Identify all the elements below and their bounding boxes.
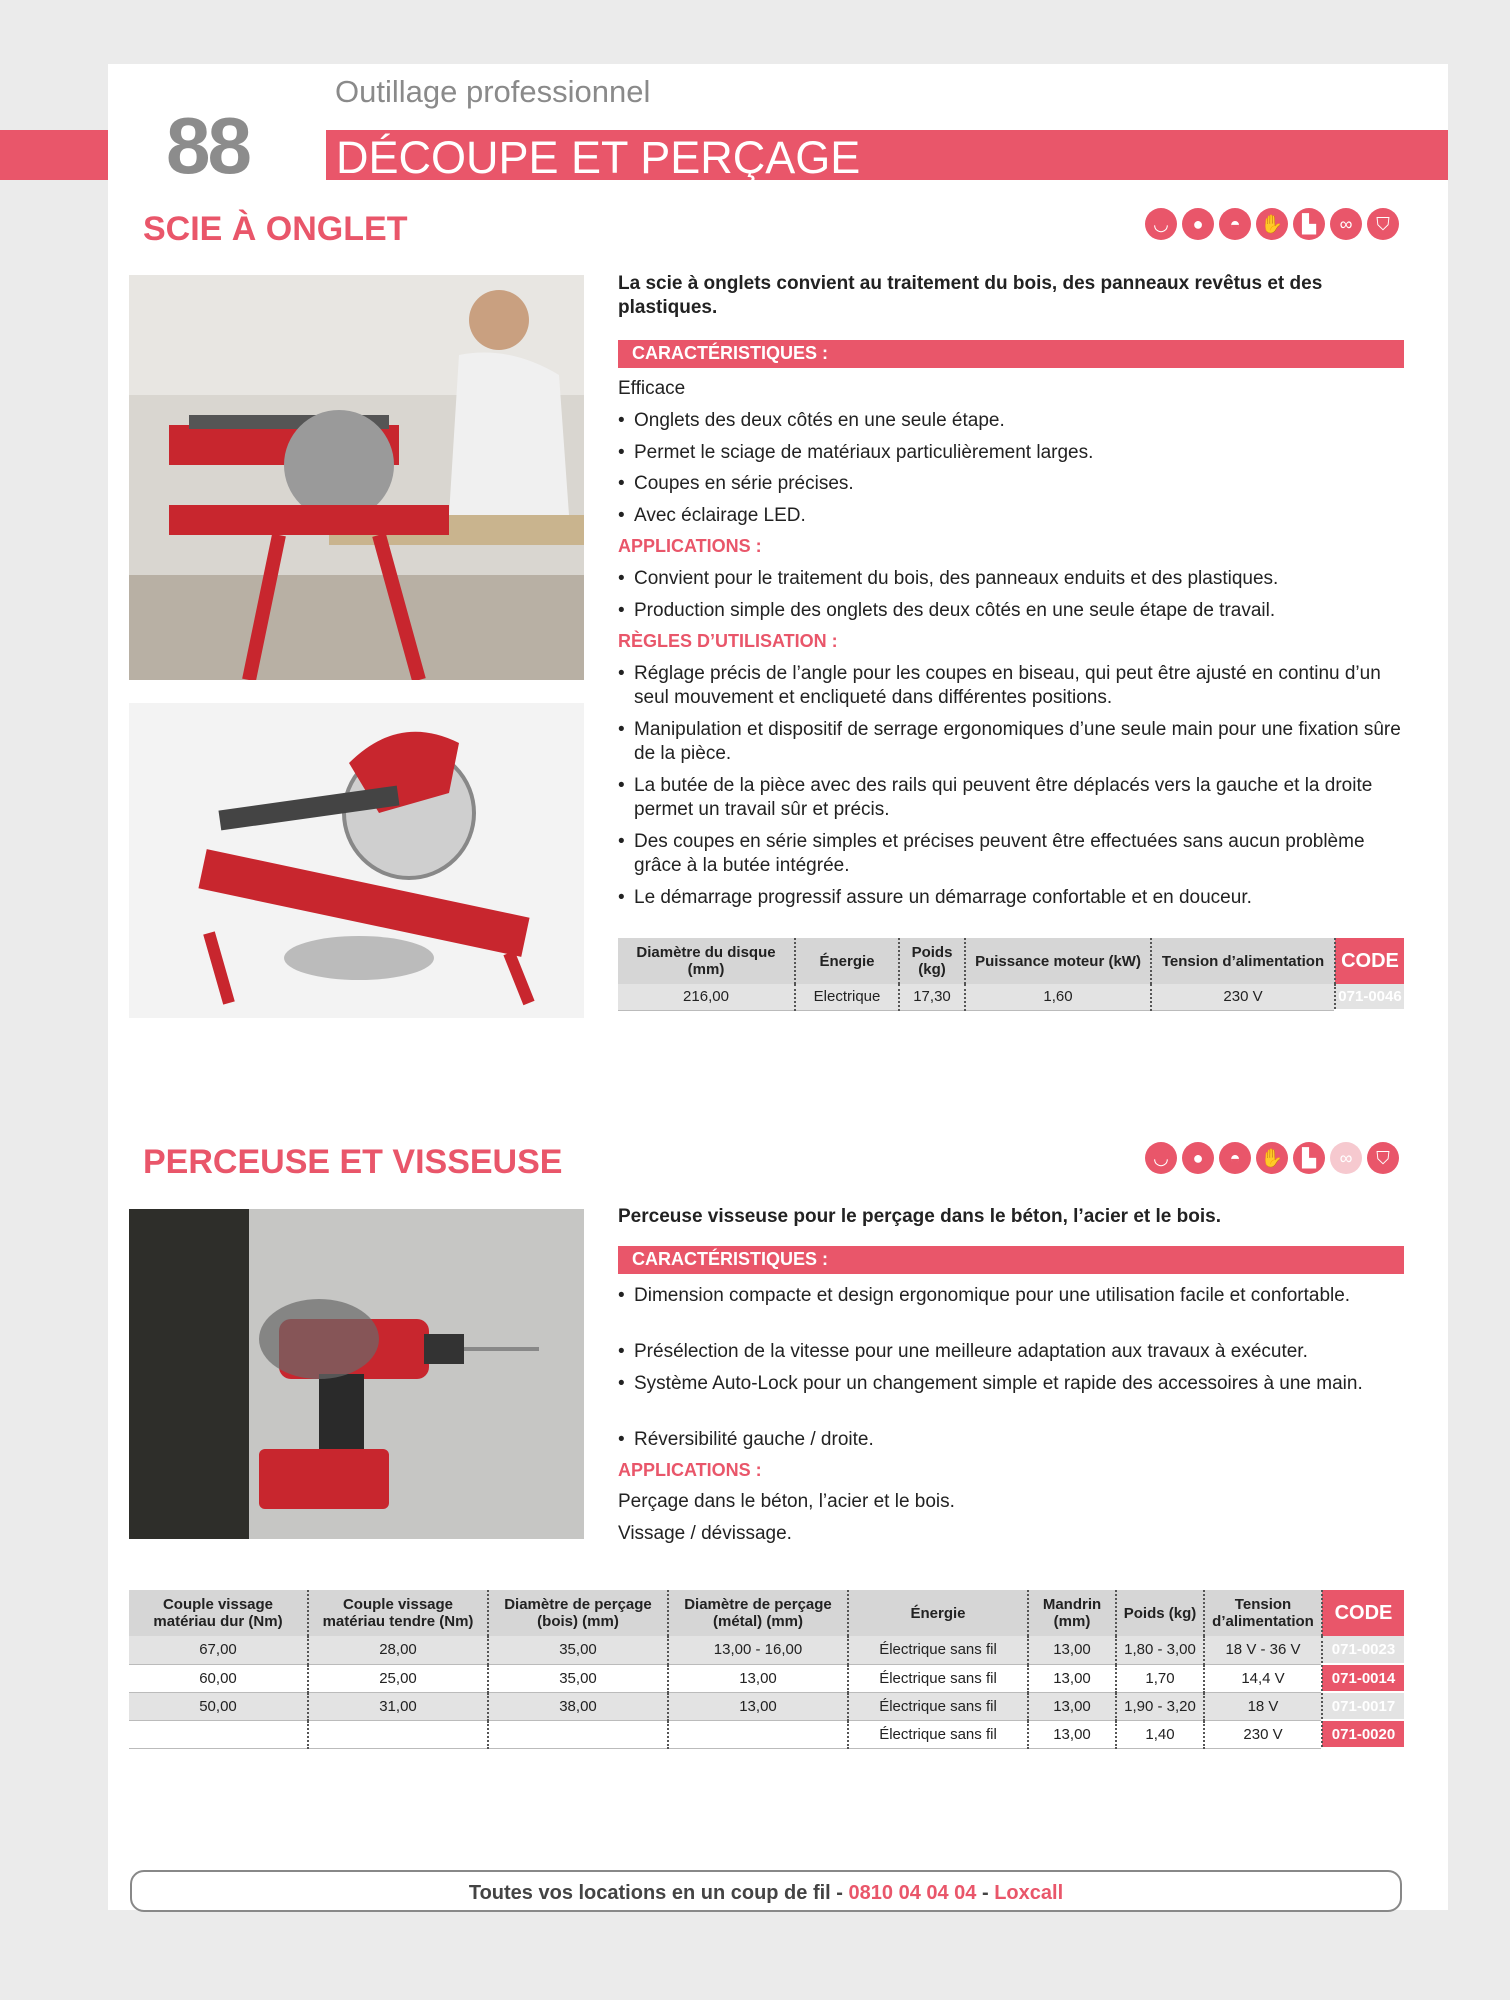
table-cell: Électrique sans fil — [848, 1692, 1028, 1720]
table-cell — [668, 1720, 848, 1748]
table-cell: 38,00 — [488, 1692, 668, 1720]
table-cell: Electrique — [795, 984, 899, 1010]
table-cell: Électrique sans fil — [848, 1720, 1028, 1748]
table-cell: 14,4 V — [1204, 1664, 1322, 1692]
footer-phone[interactable]: 0810 04 04 04 — [848, 1882, 977, 1904]
table-cell: 13,00 — [668, 1692, 848, 1720]
table-cell — [129, 1720, 308, 1748]
list-item: • Réglage précis de l’angle pour les coupes en biseau, qui peut être ajusté en continu d’un seul mouvement et encliqueté dans différentes positions. — [618, 662, 1408, 710]
table-row — [129, 1664, 1404, 1692]
safety-icons — [1145, 1142, 1399, 1174]
list-item: • Onglets des deux côtés en une seule étape. — [618, 409, 1408, 433]
list-item: • Dimension compacte et design ergonomique pour une utilisation facile et confortable. — [618, 1284, 1408, 1308]
rules-label: RÈGLES D’UTILISATION : — [618, 631, 838, 651]
product-code: 071-0020 — [1322, 1720, 1404, 1748]
table-cell: 31,00 — [308, 1692, 488, 1720]
page-category: Outillage professionnel — [335, 74, 651, 109]
column-header: Puissance moteur (kW) — [965, 938, 1151, 984]
list-item: • Manipulation et dispositif de serrage ergonomiques d’une seule main pour une fixation sûre de la pièce. — [618, 718, 1408, 766]
column-header: Énergie — [848, 1590, 1028, 1636]
miter-saw-workshop-photo — [129, 275, 584, 680]
code-header: CODE — [1335, 938, 1404, 984]
table-cell: 1,40 — [1116, 1720, 1204, 1748]
gloves-icon: ✋ — [1256, 1142, 1288, 1174]
table-cell: 216,00 — [618, 984, 795, 1010]
table-cell: 17,30 — [899, 984, 965, 1010]
table-cell: 13,00 — [668, 1664, 848, 1692]
table-row — [129, 1636, 1404, 1664]
product-title: PERCEUSE ET VISSEUSE — [143, 1143, 563, 1181]
vest-icon: ⛉ — [1367, 1142, 1399, 1174]
list-item: • Production simple des onglets des deux côtés en une seule étape de travail. — [618, 599, 1408, 623]
footer-banner — [130, 1870, 1402, 1912]
column-header: Énergie — [795, 938, 899, 984]
table-cell: 35,00 — [488, 1664, 668, 1692]
features-label: CARACTÉRISTIQUES : — [632, 1249, 829, 1269]
spec-table-drill — [129, 1590, 1404, 1749]
column-header: Diamètre de perçage (métal) (mm) — [668, 1590, 848, 1636]
column-header: Mandrin (mm) — [1028, 1590, 1116, 1636]
table-row — [618, 984, 1404, 1010]
gloves-icon: ✋ — [1256, 208, 1288, 240]
column-header: Tension d’alimentation — [1151, 938, 1335, 984]
product-code: 071-0046 — [1335, 984, 1404, 1010]
table-cell: 35,00 — [488, 1636, 668, 1664]
product-code: 071-0014 — [1322, 1664, 1404, 1692]
table-cell — [308, 1720, 488, 1748]
table-cell — [488, 1720, 668, 1748]
table-cell: 18 V - 36 V — [1204, 1636, 1322, 1664]
product-title: SCIE À ONGLET — [143, 210, 408, 248]
table-row — [129, 1692, 1404, 1720]
column-header: Poids (kg) — [899, 938, 965, 984]
application-line: Perçage dans le béton, l’acier et le bois. — [618, 1491, 955, 1512]
table-cell: 230 V — [1204, 1720, 1322, 1748]
footer-text: Toutes vos locations en un coup de fil - — [468, 1882, 843, 1904]
drill-in-use-photo — [129, 1209, 584, 1539]
table-cell: 1,60 — [965, 984, 1151, 1010]
mask-icon: ● — [1182, 1142, 1214, 1174]
footer-separator: - — [981, 1882, 989, 1904]
list-item: • Présélection de la vitesse pour une meilleure adaptation aux travaux à exécuter. — [618, 1340, 1408, 1364]
table-cell: 230 V — [1151, 984, 1335, 1010]
list-item: • Des coupes en série simples et précises peuvent être effectuées sans aucun problème grâce à la butée intégrée. — [618, 830, 1408, 878]
mask-icon: ● — [1182, 208, 1214, 240]
table-cell: 13,00 — [1028, 1664, 1116, 1692]
table-cell: 28,00 — [308, 1636, 488, 1664]
list-item: • Système Auto-Lock pour un changement simple et rapide des accessoires à une main. — [618, 1372, 1408, 1396]
table-cell: 25,00 — [308, 1664, 488, 1692]
table-cell: 13,00 — [1028, 1720, 1116, 1748]
goggles-icon: ∞ — [1330, 208, 1362, 240]
left-accent-band — [0, 130, 108, 180]
application-line: Vissage / dévissage. — [618, 1523, 792, 1544]
miter-saw-product-photo — [129, 703, 584, 1018]
table-cell: Électrique sans fil — [848, 1636, 1028, 1664]
table-cell: 13,00 — [1028, 1692, 1116, 1720]
helmet-icon: ◓ — [1219, 1142, 1251, 1174]
code-header: CODE — [1322, 1590, 1404, 1636]
applications-label: APPLICATIONS : — [618, 536, 762, 556]
section-band-features — [618, 1246, 1404, 1274]
table-cell: 50,00 — [129, 1692, 308, 1720]
column-header: Couple vissage matériau dur (Nm) — [129, 1590, 308, 1636]
features-intro: Efficace — [618, 378, 686, 399]
column-header: Poids (kg) — [1116, 1590, 1204, 1636]
table-cell: 1,80 - 3,00 — [1116, 1636, 1204, 1664]
list-item: • Convient pour le traitement du bois, des panneaux enduits et des plastiques. — [618, 567, 1408, 591]
ear-protection-icon: ◡ — [1145, 208, 1177, 240]
table-cell: Électrique sans fil — [848, 1664, 1028, 1692]
column-header: Diamètre du disque (mm) — [618, 938, 795, 984]
goggles-icon: ∞ — [1330, 1142, 1362, 1174]
boots-icon: ▙ — [1293, 208, 1325, 240]
list-item: • Avec éclairage LED. — [618, 504, 1408, 528]
column-header: Couple vissage matériau tendre (Nm) — [308, 1590, 488, 1636]
boots-icon: ▙ — [1293, 1142, 1325, 1174]
applications-label: APPLICATIONS : — [618, 1460, 762, 1480]
product-code: 071-0023 — [1322, 1636, 1404, 1664]
features-label: CARACTÉRISTIQUES : — [632, 343, 829, 363]
list-item: • La butée de la pièce avec des rails qui peuvent être déplacés vers la gauche et la droite permet un travail sûr et précis. — [618, 774, 1408, 822]
list-item: • Réversibilité gauche / droite. — [618, 1428, 1408, 1452]
table-cell: 67,00 — [129, 1636, 308, 1664]
table-cell: 1,90 - 3,20 — [1116, 1692, 1204, 1720]
product-intro: Perceuse visseuse pour le perçage dans le béton, l’acier et le bois. — [618, 1206, 1221, 1227]
list-item: • Le démarrage progressif assure un démarrage confortable et en douceur. — [618, 886, 1408, 910]
list-item: • Permet le sciage de matériaux particulièrement larges. — [618, 441, 1408, 465]
table-row — [129, 1720, 1404, 1748]
footer-brand: Loxcall — [994, 1882, 1064, 1904]
title-band — [326, 130, 1448, 183]
helmet-icon: ◓ — [1219, 208, 1251, 240]
safety-icons — [1145, 208, 1399, 240]
table-cell: 1,70 — [1116, 1664, 1204, 1692]
table-cell: 18 V — [1204, 1692, 1322, 1720]
page-number: 88 — [166, 101, 249, 190]
table-cell: 60,00 — [129, 1664, 308, 1692]
column-header: Tension d’alimentation — [1204, 1590, 1322, 1636]
ear-protection-icon: ◡ — [1145, 1142, 1177, 1174]
product-code: 071-0017 — [1322, 1692, 1404, 1720]
product-intro: La scie à onglets convient au traitement du bois, des panneaux revêtus et des plastiques. — [618, 273, 1323, 318]
section-band-features — [618, 340, 1404, 368]
spec-table-saw — [618, 938, 1404, 1011]
vest-icon: ⛉ — [1367, 208, 1399, 240]
list-item: • Coupes en série précises. — [618, 472, 1408, 496]
page-title: DÉCOUPE ET PERÇAGE — [336, 132, 861, 183]
column-header: Diamètre de perçage (bois) (mm) — [488, 1590, 668, 1636]
table-cell: 13,00 - 16,00 — [668, 1636, 848, 1664]
table-cell: 13,00 — [1028, 1636, 1116, 1664]
